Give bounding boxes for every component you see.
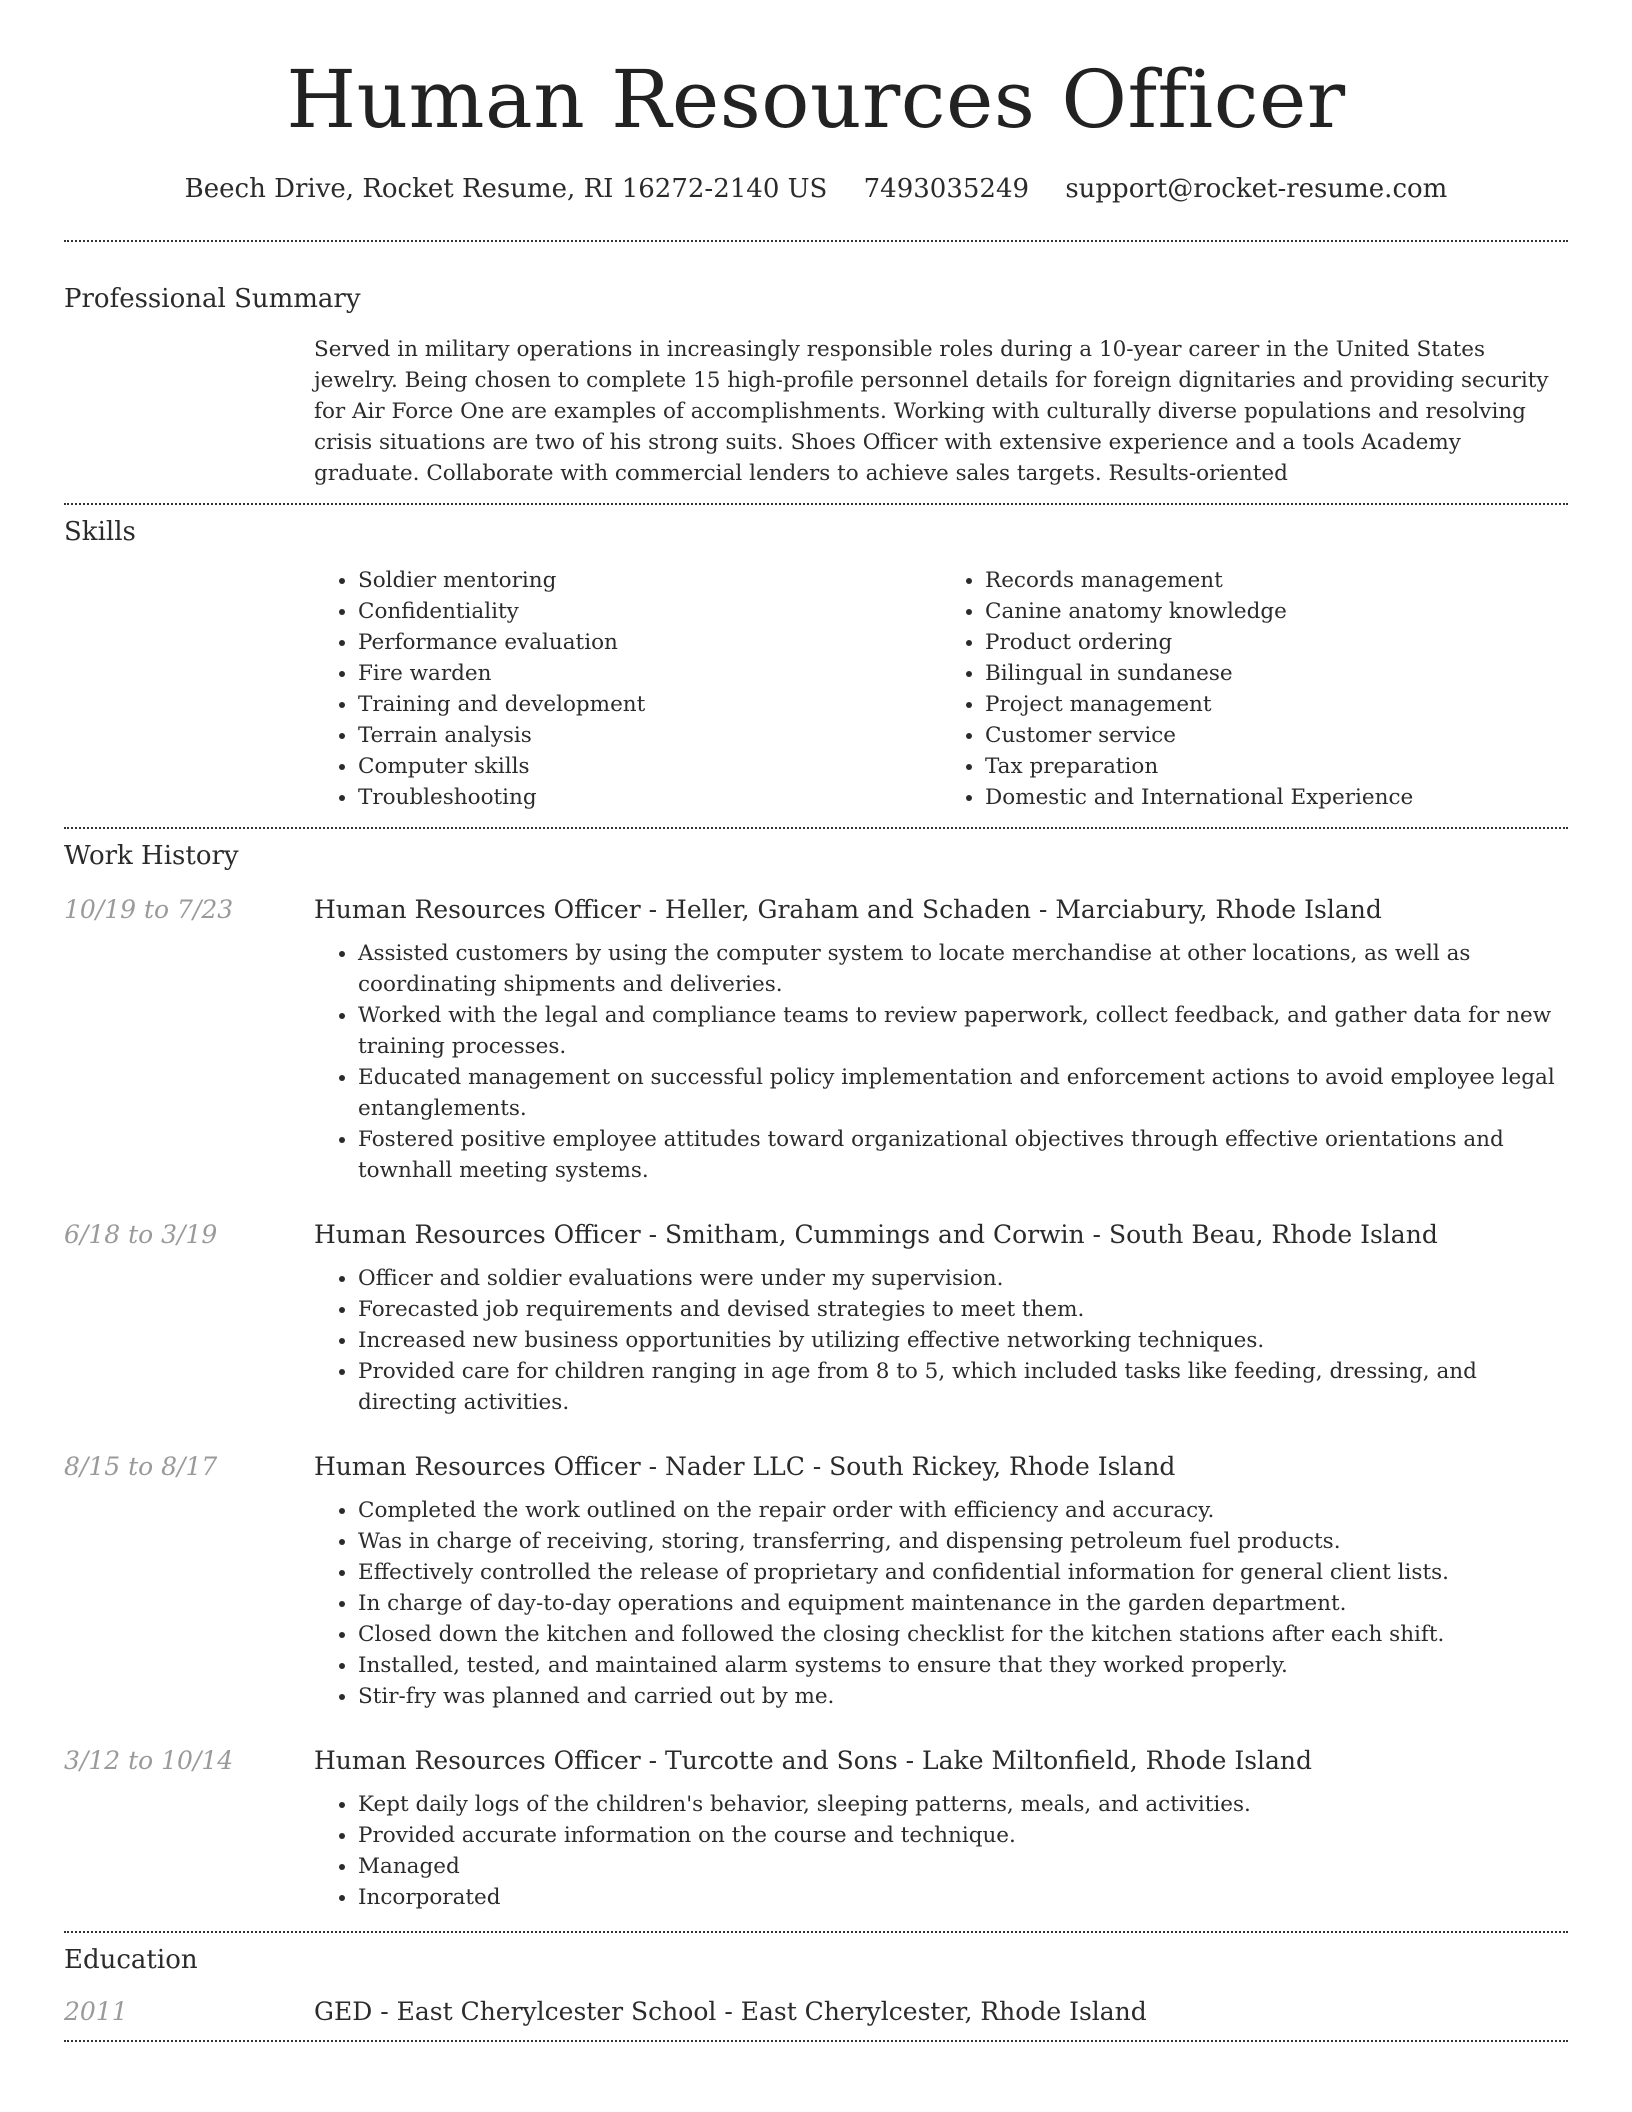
skill-item: • Confidentiality	[358, 596, 941, 627]
job-entry	[64, 1452, 1568, 1712]
job-dates: 8/15 to 8/17	[64, 1452, 218, 1481]
work-title: Work History	[64, 841, 239, 871]
skill-item: • Project management	[985, 689, 1568, 720]
skills-list-left	[314, 565, 941, 813]
skill-item: • Tax preparation	[985, 751, 1568, 782]
job-entry	[64, 1746, 1568, 1913]
job-bullets	[314, 938, 1568, 1186]
education-degree: GED - East Cherylcester School - East Cherylcester, Rhode Island	[314, 1997, 1147, 2026]
skill-item: • Records management	[985, 565, 1568, 596]
skill-item: • Soldier mentoring	[358, 565, 941, 596]
job-header	[64, 1746, 1568, 1775]
job-dates: 6/18 to 3/19	[64, 1220, 218, 1249]
job-bullet: • Managed	[358, 1851, 1568, 1882]
address-text: Beech Drive, Rocket Resume, RI 16272-2140 US	[184, 174, 828, 204]
work-section	[64, 841, 1568, 1913]
job-bullet: • Assisted customers by using the computer system to locate merchandise at other locations, as well as coordinating shipments and deliveries.	[358, 938, 1568, 1000]
skill-item: • Training and development	[358, 689, 941, 720]
resume-header	[64, 0, 1568, 204]
job-bullets	[314, 1789, 1568, 1913]
job-bullets	[314, 1495, 1568, 1712]
job-bullet: • Closed down the kitchen and followed the closing checklist for the kitchen stations after each shift.	[358, 1619, 1568, 1650]
job-title: Human Resources Officer - Smitham, Cummings and Corwin - South Beau, Rhode Island	[314, 1220, 1438, 1249]
education-entry	[64, 1997, 1568, 2026]
job-bullet: • Incorporated	[358, 1882, 1568, 1913]
divider	[64, 240, 1568, 242]
skills-title: Skills	[64, 517, 136, 547]
skills-section	[64, 517, 1568, 813]
skills-columns	[314, 565, 1568, 813]
summary-title: Professional Summary	[64, 284, 361, 314]
summary-section	[64, 284, 1568, 489]
skill-item: • Domestic and International Experience	[985, 782, 1568, 813]
job-entry	[64, 1220, 1568, 1418]
skill-item: • Bilingual in sundanese	[985, 658, 1568, 689]
skill-item: • Terrain analysis	[358, 720, 941, 751]
job-dates: 3/12 to 10/14	[64, 1746, 234, 1775]
contact-line	[64, 174, 1568, 204]
job-header	[64, 1220, 1568, 1249]
job-header	[64, 895, 1568, 924]
job-bullet: • Effectively controlled the release of proprietary and confidential information for general client lists.	[358, 1557, 1568, 1588]
candidate-name: Human Resources Officer	[286, 53, 1346, 146]
education-title: Education	[64, 1945, 198, 1975]
skill-item: • Computer skills	[358, 751, 941, 782]
job-title: Human Resources Officer - Nader LLC - South Rickey, Rhode Island	[314, 1452, 1176, 1481]
email-text: support@rocket-resume.com	[1065, 174, 1448, 204]
skill-item: • Fire warden	[358, 658, 941, 689]
job-bullet: • Provided care for children ranging in age from 8 to 5, which included tasks like feeding, dressing, and directing activities.	[358, 1356, 1568, 1418]
skill-item: • Performance evaluation	[358, 627, 941, 658]
education-section	[64, 1945, 1568, 2026]
skill-item: • Canine anatomy knowledge	[985, 596, 1568, 627]
job-bullet: • Completed the work outlined on the repair order with efficiency and accuracy.	[358, 1495, 1568, 1526]
divider	[64, 827, 1568, 829]
job-bullet: • Fostered positive employee attitudes toward organizational objectives through effective orientations and townhall meeting systems.	[358, 1124, 1568, 1186]
job-bullet: • Installed, tested, and maintained alarm systems to ensure that they worked properly.	[358, 1650, 1568, 1681]
skill-item: • Troubleshooting	[358, 782, 941, 813]
job-title: Human Resources Officer - Heller, Graham and Schaden - Marciabury, Rhode Island	[314, 895, 1382, 924]
education-year: 2011	[64, 1997, 128, 2026]
divider	[64, 2040, 1568, 2042]
skills-list-right	[941, 565, 1568, 813]
job-bullet: • Kept daily logs of the children's behavior, sleeping patterns, meals, and activities.	[358, 1789, 1568, 1820]
job-bullet: • Increased new business opportunities by utilizing effective networking techniques.	[358, 1325, 1568, 1356]
job-entry	[64, 895, 1568, 1186]
job-bullet: • Forecasted job requirements and devised strategies to meet them.	[358, 1294, 1568, 1325]
job-title: Human Resources Officer - Turcotte and Sons - Lake Miltonfield, Rhode Island	[314, 1746, 1313, 1775]
job-bullet: • Officer and soldier evaluations were under my supervision.	[358, 1263, 1568, 1294]
job-bullets	[314, 1263, 1568, 1418]
job-bullet: • Worked with the legal and compliance teams to review paperwork, collect feedback, and gather data for new training processes.	[358, 1000, 1568, 1062]
job-bullet: • Educated management on successful policy implementation and enforcement actions to avoid employee legal entanglements.	[358, 1062, 1568, 1124]
divider	[64, 1931, 1568, 1933]
job-bullet: • Provided accurate information on the course and technique.	[358, 1820, 1568, 1851]
job-header	[64, 1452, 1568, 1481]
skill-item: • Customer service	[985, 720, 1568, 751]
phone-text: 7493035249	[863, 174, 1030, 204]
divider	[64, 503, 1568, 505]
summary-text: Served in military operations in increasingly responsible roles during a 10-year career in the United States jewelry. Being chosen to complete 15 high-profile personnel details for foreign dignitaries and providing security for Air Force One are examples of accomplishments. Working with culturally diverse populations and resolving crisis situations are two of his strong suits. Shoes Officer with extensive experience and a tools Academy graduate. Collaborate with commercial lenders to achieve sales targets. Results-oriented	[314, 337, 1549, 486]
job-dates: 10/19 to 7/23	[64, 895, 234, 924]
job-bullet: • Stir-fry was planned and carried out by me.	[358, 1681, 1568, 1712]
skill-item: • Product ordering	[985, 627, 1568, 658]
job-bullet: • Was in charge of receiving, storing, transferring, and dispensing petroleum fuel products.	[358, 1526, 1568, 1557]
job-bullet: • In charge of day-to-day operations and equipment maintenance in the garden department.	[358, 1588, 1568, 1619]
